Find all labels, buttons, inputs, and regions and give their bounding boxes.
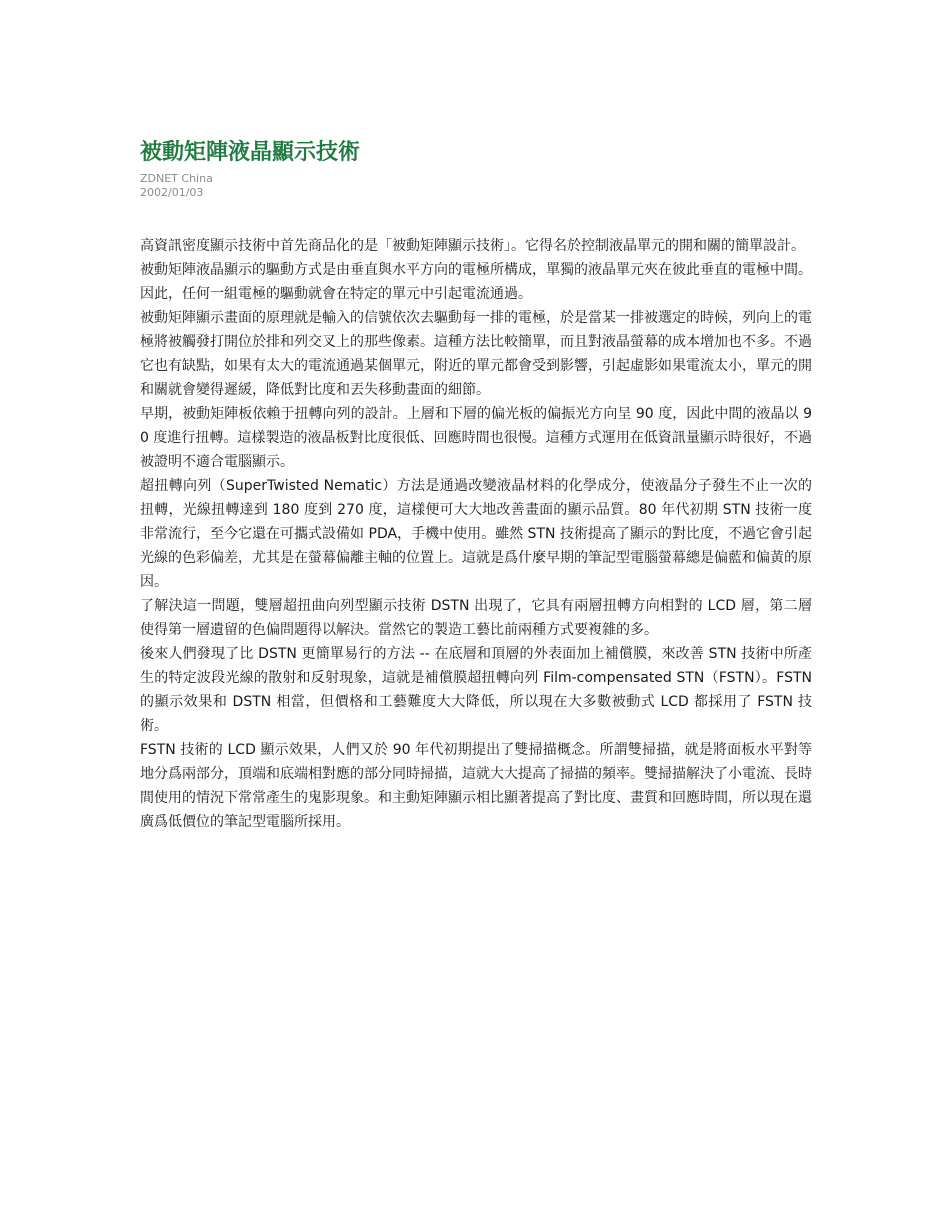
paragraph-3: 被動矩陣顯示畫面的原理就是輸入的信號依次去驅動每一排的電極，於是當某一排被選定的時候，列向上的電極將被觸發打開位於排和列交叉上的那些像素。這種方法比較簡單，而且對液晶螢幕的成本增加也不多。不過它也有缺點，如果有太大的電流通過某個單元，附近的單元都會受到影響，引起虛影如果電流太小，單元的開和關就會變得遲緩，降低對比度和丟失移動畫面的細節。 (140, 310, 812, 398)
article-source: ZDNET China (140, 172, 213, 185)
article-date: 2002/01/03 (140, 186, 204, 199)
paragraph-4: 早期，被動矩陣板依賴于扭轉向列的設計。上層和下層的偏光板的偏振光方向呈 90 度，因此中間的液晶以 90 度進行扭轉。這樣製造的液晶板對比度很低、回應時間也很慢。這種方式運用在低資訊量顯示時很好，不過被證明不適合電腦顯示。 (140, 406, 812, 470)
paragraph-1: 高資訊密度顯示技術中首先商品化的是「被動矩陣顯示技術」。它得名於控制液晶單元的開和關的簡單設計。 (140, 238, 805, 254)
paragraph-2: 被動矩陣液晶顯示的驅動方式是由垂直與水平方向的電極所構成，單獨的液晶單元夾在彼此垂直的電極中間。因此，任何一組電極的驅動就會在特定的單元中引起電流通過。 (140, 262, 812, 302)
paragraph-8: FSTN 技術的 LCD 顯示效果，人們又於 90 年代初期提出了雙掃描概念。所謂雙掃描，就是將面板水平對等地分爲兩部分，頂端和底端相對應的部分同時掃描，這就大大提高了掃描的頻率。雙掃描解決了小電流、長時間使用的情況下常常產生的鬼影現象。和主動矩陣顯示相比顯著提高了對比度、畫質和回應時間，所以現在還廣爲低價位的筆記型電腦所採用。 (140, 742, 812, 830)
paragraph-7: 後來人們發現了比 DSTN 更簡單易行的方法 -- 在底層和頂層的外表面加上補償膜，來改善 STN 技術中所產生的特定波段光線的散射和反射現象，這就是補償膜超扭轉向列 Film-compensated STN（FSTN）。FSTN 的顯示效果和 DSTN 相當，但價格和工藝難度大大降低，所以現在大多數被動式 LCD 都採用了 FSTN 技術。 (140, 646, 812, 734)
paragraph-6: 了解決這一問題，雙層超扭曲向列型顯示技術 DSTN 出現了，它具有兩層扭轉方向相對的 LCD 層，第二層使得第一層遺留的色偏問題得以解決。當然它的製造工藝比前兩種方式要複雜的多。 (140, 598, 812, 638)
article (140, 138, 812, 834)
article-title: 被動矩陣液晶顯示技術 (140, 140, 361, 165)
article-meta (140, 172, 812, 200)
article-body (140, 234, 812, 834)
paragraph-5: 超扭轉向列（SuperTwisted Nematic）方法是通過改變液晶材料的化學成分，使液晶分子發生不止一次的扭轉，光線扭轉達到 180 度到 270 度，這樣便可大大地改善畫面的顯示品質。80 年代初期 STN 技術一度非常流行，至今它還在可攜式設備如 PDA，手機中使用。雖然 STN 技術提高了顯示的對比度，不過它會引起光線的色彩偏差，尤其是在螢幕偏離主軸的位置上。這就是爲什麼早期的筆記型電腦螢幕總是偏藍和偏黃的原因。 (140, 478, 812, 590)
